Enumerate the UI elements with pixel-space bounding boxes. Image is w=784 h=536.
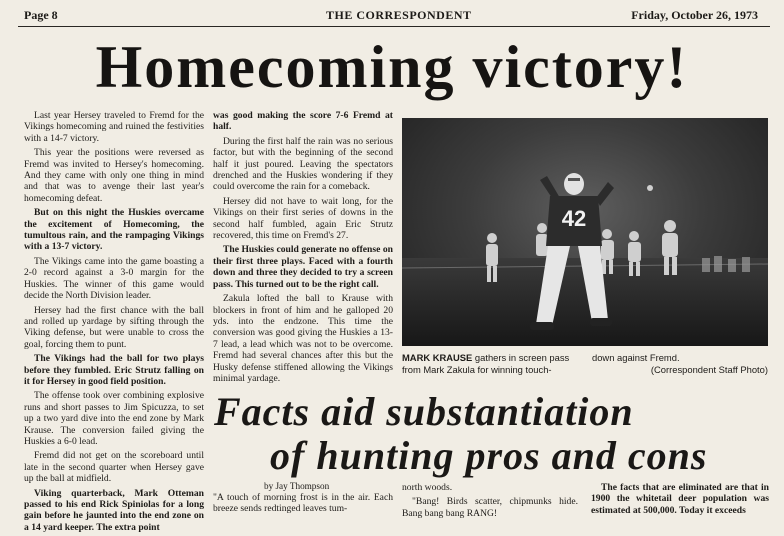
article1-col2-paragraph: Zakula lofted the ball to Krause with blockers in front of him and he galloped 20 yds. into the endzone. This time the conversion was good giving the Huskies a 13-7 lead, a lead which was not to be overcome. Fremd had several chances after this but the Husky defense stiffened allowing the Vikings minimal yardage. [213, 293, 393, 384]
article1-col1-paragraph: The Vikings came into the game boasting a 2-0 record against a 3-0 margin for the Huskies. The winner of this game would decide the North Division leader. [24, 255, 204, 302]
photo-caption [402, 352, 768, 376]
byline: by Jay Thompson [264, 481, 330, 491]
second-headline-line-2: of hunting pros and cons [270, 433, 708, 478]
caption-text-2: down against Fremd. [592, 352, 680, 363]
article2-column-4 [591, 482, 769, 519]
article2-col2-text: "A touch of morning frost is in the air. Each breeze sends redtinged leaves tum- [213, 492, 393, 515]
page-number: Page 8 [24, 8, 58, 22]
article1-col1-paragraph: Fremd did not get on the scoreboard until late in the second quarter when Hersey gave up the ball at midfield. [24, 450, 204, 485]
article1-col2-paragraph: Hersey did not have to wait long, for the Vikings on their first series of downs in the second half fumbled, again Eric Strutz recovered, this time on Fremd's 27. [213, 195, 393, 242]
article1-col2-paragraph: The Huskies could generate no offense on their first three plays. Faced with a fourth down and three they decided to try a screen pass. This turned out to be the right call. [213, 244, 393, 290]
article-column-1 [24, 110, 204, 536]
article-column-2 [213, 110, 393, 387]
article2-column-3 [402, 482, 578, 522]
article2-col4-text: The facts that are eliminated are that in 1900 the whitetail deer population was estimated at 500,000. Today it exceeds [591, 482, 769, 516]
article2-col3-text-2: "Bang! Birds scatter, chipmunks hide. Bang bang bang RANG! [402, 496, 578, 519]
main-headline: Homecoming victory! [95, 34, 689, 100]
article1-col1-paragraph: This year the positions were reversed as Fremd was invited to Hersey's homecoming. And they came with only one thing in mind and that was to avenge their last year's homecoming defeat. [24, 147, 204, 204]
article2-col3-text-1: north woods. [402, 482, 453, 493]
caption-subject: MARK KRAUSE [402, 352, 473, 363]
article1-col1-paragraph: Last year Hersey traveled to Fremd for the Vikings homecoming and ruined the festivities with a 14-7 victory. [24, 110, 204, 144]
newspaper-name: THE CORRESPONDENT [326, 8, 472, 22]
jersey-number: 42 [561, 206, 587, 231]
article1-col1-paragraph: But on this night the Huskies overcame the excitement of Homecoming, the tumultous rain, and the rampaging Vikings with a 13-7 victory. [24, 207, 204, 253]
football-photo-illustration [402, 118, 768, 346]
masthead-rule [18, 26, 770, 27]
second-headline-line-1: Facts aid substantiation [214, 389, 634, 434]
caption-text-1: gathers in screen pass from Mark Zakula for winning touch- [402, 352, 570, 375]
article1-col1-paragraph: Viking quarterback, Mark Otteman passed to his end Rick Spiniolas for a long gain before he jaunted into the end zone on a 14 yard keeper. The extra point [24, 487, 204, 533]
photo-credit: (Correspondent Staff Photo) [650, 364, 768, 375]
article2-column-2 [213, 492, 393, 518]
article1-col1-paragraph: The Vikings had the ball for two plays before they fumbled. Eric Strutz falling on it for Hersey in good field position. [24, 353, 204, 387]
article1-col2-paragraph: was good making the score 7-6 Fremd at half. [213, 110, 393, 133]
article1-col1-paragraph: Hersey had the first chance with the ball and rolled up yardage by sifting through the Viking defense, but were unable to cross the goal, forcing them to punt. [24, 304, 204, 350]
football-photo [402, 118, 768, 346]
article1-col2-paragraph: During the first half the rain was no serious factor, but with the beginning of the second half it just poured. Leaving the spectators drenched and the Huskies wondering if they could overcome the rain for a comeback. [213, 135, 393, 193]
article1-col1-paragraph: The offense took over combining explosive runs and short passes to Jim Spicuzza, to set up a two yard dive into the end zone by Mark Krause. The conversion failed giving the Huskies a 6-0 lead. [24, 390, 204, 447]
issue-date: Friday, October 26, 1973 [631, 8, 758, 22]
